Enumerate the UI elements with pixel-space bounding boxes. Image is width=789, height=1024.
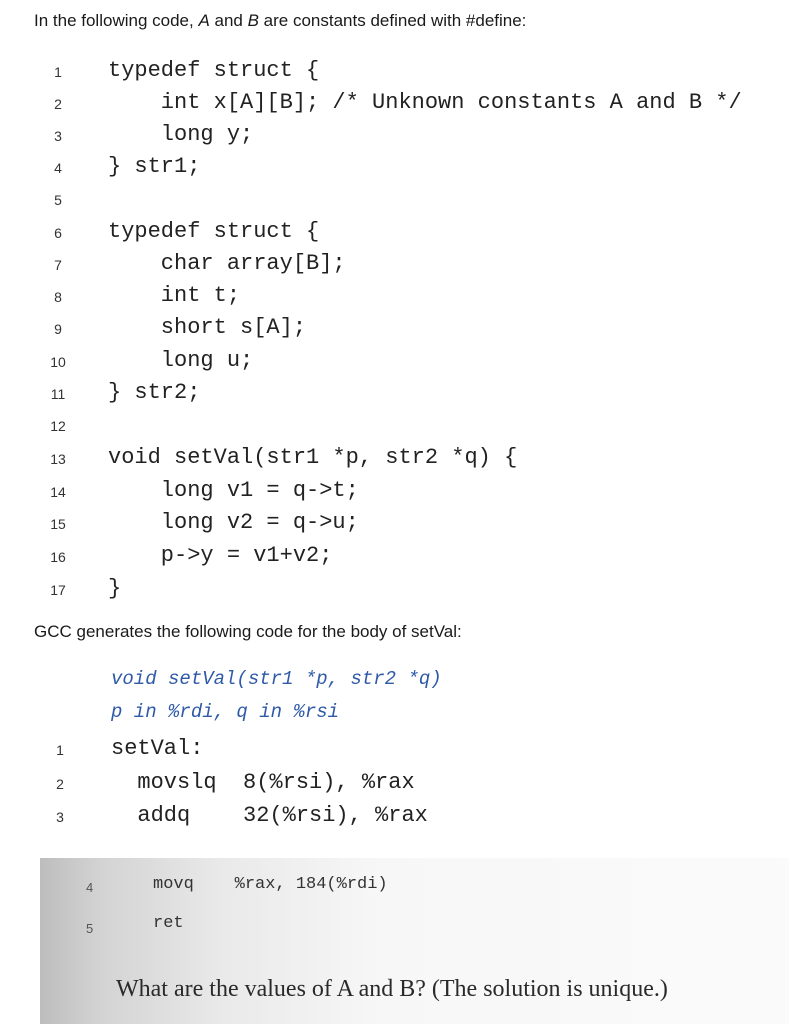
line-number: 14 <box>50 484 66 500</box>
line-number: 10 <box>50 354 66 370</box>
asm-line: setVal: <box>111 736 204 761</box>
code-line: } str1; <box>108 154 201 179</box>
code-line: long v1 = q->t; <box>108 478 359 503</box>
asm-register-note: p in %rdi, q in %rsi <box>111 701 340 723</box>
line-number: 9 <box>54 321 62 337</box>
line-number: 4 <box>86 880 94 895</box>
intro-constant-b: B <box>247 11 259 30</box>
line-number: 2 <box>54 96 62 112</box>
intro-constant-a: A <box>198 11 210 30</box>
asm-line: ret <box>153 914 184 933</box>
code-line: typedef struct { <box>108 58 320 83</box>
code-line: } <box>108 576 122 601</box>
asm-signature: void setVal(str1 *p, str2 *q) <box>111 668 442 690</box>
line-number: 6 <box>54 225 62 241</box>
line-number: 3 <box>54 128 62 144</box>
code-line: long v2 = q->u; <box>108 510 359 535</box>
code-line: } str2; <box>108 380 201 405</box>
asm-line: addq 32(%rsi), %rax <box>111 803 428 828</box>
line-number: 4 <box>54 160 62 176</box>
code-line: int x[A][B]; /* Unknown constants A and B */ <box>108 90 742 115</box>
line-number: 13 <box>50 451 66 467</box>
line-number: 3 <box>56 809 64 825</box>
code-line: short s[A]; <box>108 315 307 340</box>
line-number: 8 <box>54 289 62 305</box>
question-text: What are the values of A and B? (The solution is unique.) <box>116 976 668 1002</box>
code-line: void setVal(str1 *p, str2 *q) { <box>108 445 518 470</box>
scanned-excerpt <box>40 858 789 1024</box>
line-number: 2 <box>56 776 64 792</box>
code-line: char array[B]; <box>108 251 346 276</box>
intro-prefix: In the following code, <box>34 11 199 30</box>
gcc-description: GCC generates the following code for the body of setVal: <box>34 622 462 641</box>
line-number: 1 <box>56 742 64 758</box>
asm-line: movslq 8(%rsi), %rax <box>111 770 415 795</box>
code-line: p->y = v1+v2; <box>108 543 333 568</box>
line-number: 5 <box>86 921 94 936</box>
code-line: long y; <box>108 122 254 147</box>
line-number: 15 <box>50 516 66 532</box>
line-number: 17 <box>50 582 66 598</box>
line-number: 11 <box>50 386 66 402</box>
line-number: 1 <box>54 64 62 80</box>
line-number: 16 <box>50 549 66 565</box>
code-line: int t; <box>108 283 241 308</box>
code-line: long u; <box>108 348 254 373</box>
code-line: typedef struct { <box>108 219 320 244</box>
asm-line: movq %rax, 184(%rdi) <box>153 875 388 894</box>
intro-mid: and <box>209 11 248 30</box>
line-number: 12 <box>50 418 66 434</box>
line-number: 7 <box>54 257 62 273</box>
intro-suffix: are constants defined with #define: <box>258 11 527 30</box>
intro-text <box>34 11 526 31</box>
line-number: 5 <box>54 192 62 208</box>
